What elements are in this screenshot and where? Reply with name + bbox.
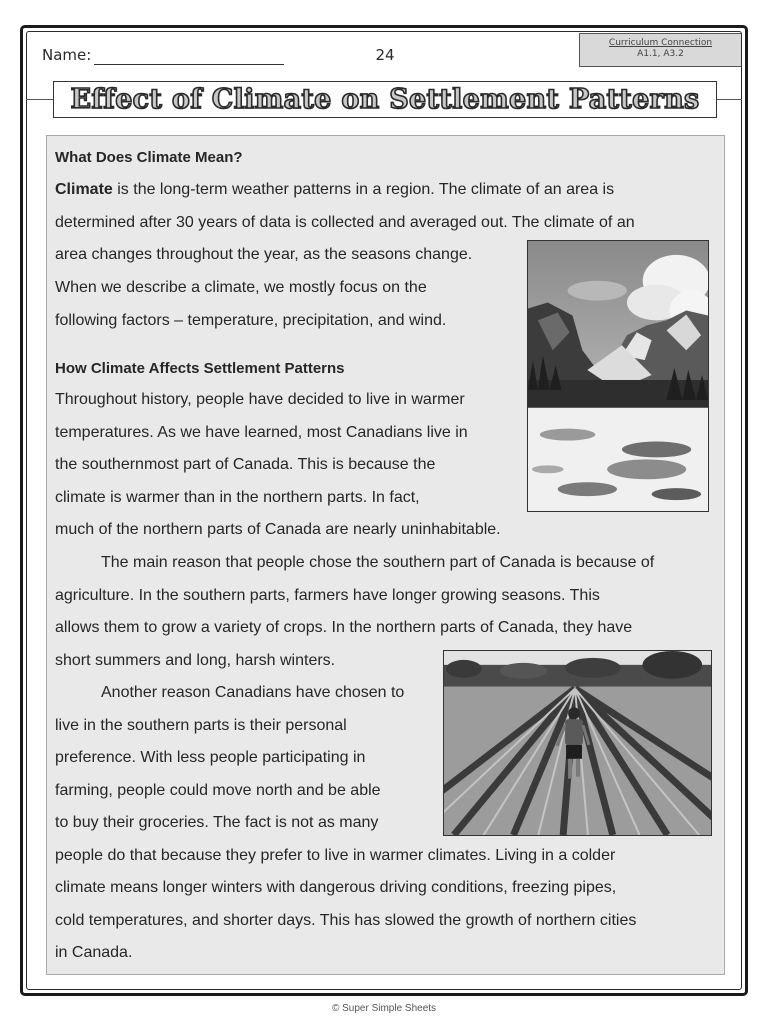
curriculum-connection-title: Curriculum Connection [608,38,713,48]
text-line: When we describe a climate, we mostly focus on the [55,279,427,296]
text-line: area changes throughout the year, as the seasons change. [55,246,473,263]
text-line: The main reason that people chose the southern part of Canada is because of [101,554,655,571]
text-line: to buy their groceries. The fact is not as many [55,814,379,831]
text-line: much of the northern parts of Canada are nearly uninhabitable. [55,521,501,538]
mountain-illustration [528,241,708,511]
text-line: cold temperatures, and shorter days. This has slowed the growth of northern cities [55,912,637,929]
text-line: agriculture. In the southern parts, farmers have longer growing seasons. This [55,587,600,604]
text-line: climate means longer winters with dangerous driving conditions, freezing pipes, [55,879,617,896]
text-line: temperatures. As we have learned, most Canadians live in [55,424,468,441]
climate-term: Climate [55,181,113,198]
curriculum-connection-box [579,33,741,67]
text-line: the southernmost part of Canada. This is because the [55,456,436,473]
snowy-mountain-photo [527,240,709,512]
text-line: climate is warmer than in the northern parts. In fact, [55,489,420,506]
text-line: people do that because they prefer to live in warmer climates. Living in a colder [55,847,616,864]
text-line: in Canada. [55,944,133,961]
title-banner [53,81,717,118]
text-line: determined after 30 years of data is collected and averaged out. The climate of an [55,214,635,231]
page-title: Effect of Climate on Settlement Patterns [70,84,700,115]
text-line: preference. With less people participating in [55,749,366,766]
page-number: 24 [375,46,395,64]
text-line: farming, people could move north and be able [55,782,381,799]
curriculum-codes: A1.1, A3.2 [637,49,684,59]
section-heading-settlement-patterns: How Climate Affects Settlement Patterns [55,360,345,377]
text-line: allows them to grow a variety of crops. In the northern parts of Canada, they have [55,619,633,636]
text-line: Another reason Canadians have chosen to [101,684,405,701]
text-line: following factors – temperature, precipitation, and wind. [55,312,447,329]
field-illustration [444,651,711,835]
text-span: is the long-term weather patterns in a region. The climate of an area is [112,181,615,198]
text-line: short summers and long, harsh winters. [55,652,336,669]
copyright-footer: © Super Simple Sheets [331,1003,437,1014]
text-line: Throughout history, people have decided to live in warmer [55,391,465,408]
section-heading-climate-meaning: What Does Climate Mean? [55,149,243,166]
text-line [55,180,614,200]
name-blank-line[interactable] [94,64,284,65]
text-line: live in the southern parts is their personal [55,717,347,734]
farm-field-photo [443,650,712,836]
name-label: Name: [42,46,92,64]
